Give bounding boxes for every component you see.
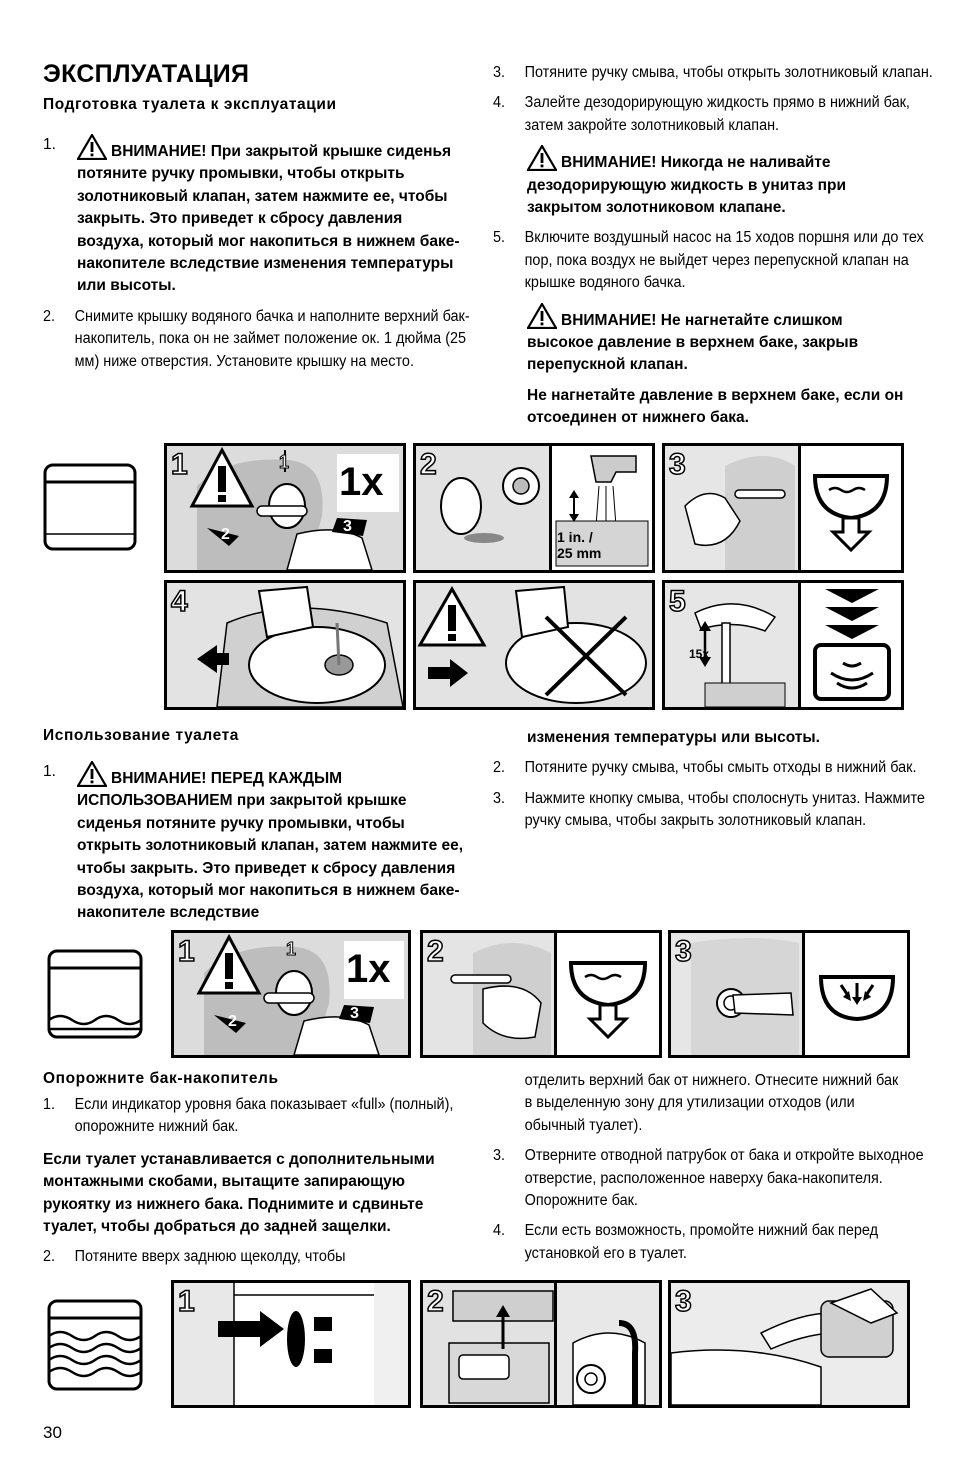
item-text: Если индикатор уровня бака показывает «full» (полный), опорожните нижний бак. bbox=[74, 1096, 454, 1136]
figure3-panel3 bbox=[668, 1280, 910, 1408]
arrow-label: 2 bbox=[221, 526, 230, 543]
panel-number: 2 bbox=[427, 935, 444, 968]
item-number: 2. bbox=[493, 759, 506, 777]
item-number: 4. bbox=[493, 1222, 506, 1240]
panel-number: 1 bbox=[178, 935, 195, 968]
section1-heading: Подготовка туалета к эксплуатации bbox=[43, 96, 337, 113]
item-number: 1. bbox=[43, 136, 56, 153]
panel-number: 3 bbox=[675, 935, 692, 968]
section2-right-column bbox=[493, 727, 933, 833]
section3-item2 bbox=[43, 1246, 475, 1268]
figure1-panel1 bbox=[164, 443, 406, 573]
section2-item2 bbox=[493, 757, 934, 779]
repeat-badge: 1x bbox=[346, 947, 391, 991]
arrow-label: 3 bbox=[343, 518, 352, 535]
section3-item1 bbox=[43, 1094, 475, 1139]
page-title: ЭКСПЛУАТАЦИЯ bbox=[43, 60, 250, 88]
item-number: 3. bbox=[493, 1147, 506, 1165]
section1-item5 bbox=[493, 227, 934, 294]
item-text: Если есть возможность, промойте нижний бак перед установкой его в туалет. bbox=[524, 1222, 878, 1262]
warning-b bbox=[493, 303, 897, 377]
section1-item3 bbox=[493, 62, 934, 84]
section3-item2-continued: отделить верхний бак от нижнего. Отнесите нижний бак в выделенную зону для утилизации отходов (или обычный туалет). bbox=[524, 1072, 899, 1134]
section3-bold-note: Если туалет устанавливается с дополнительными монтажными скобами, вытащите запирающую рукоятку из нижнего бака. Поднимите и сдвиньте туалет, чтобы добраться до задней защелки. bbox=[43, 1150, 435, 1236]
figure1-panel5-prohibited bbox=[413, 580, 655, 710]
panel-number: 5 bbox=[669, 585, 686, 618]
item-number: 2. bbox=[43, 307, 56, 325]
warning-text: ВНИМАНИЕ! Никогда не наливайте дезодорирующую жидкость в унитаз при закрытом золотниковом клапане. bbox=[527, 154, 847, 217]
item-text: Потяните ручку смыва, чтобы открыть золотниковый клапан. bbox=[524, 64, 933, 81]
arrow-label: 3 bbox=[350, 1005, 359, 1022]
panel-number: 4 bbox=[171, 585, 188, 618]
figure1-panel2 bbox=[413, 443, 655, 573]
warning-icon bbox=[527, 303, 557, 329]
section1-item4 bbox=[493, 92, 934, 137]
section1-left-column bbox=[43, 96, 473, 373]
warning-a bbox=[493, 145, 887, 219]
item-number: 3. bbox=[493, 64, 506, 81]
section3-item3 bbox=[493, 1145, 934, 1212]
section2-item1 bbox=[43, 761, 469, 925]
tank-level-empty-icon bbox=[43, 462, 137, 552]
item-number: 4. bbox=[493, 94, 506, 112]
section3-heading: Опорожните бак-накопитель bbox=[43, 1070, 279, 1087]
measure-label-line: 25 mm bbox=[557, 545, 602, 561]
panel-number: 2 bbox=[420, 448, 437, 481]
item-text: Залейте дезодорирующую жидкость прямо в нижний бак, затем закройте золотниковый клапан. bbox=[524, 94, 910, 134]
repeat-badge: 1x bbox=[339, 460, 384, 504]
warning-icon bbox=[77, 134, 107, 160]
item-number: 2. bbox=[43, 1248, 56, 1266]
section1-item1 bbox=[43, 134, 467, 298]
item-number: 3. bbox=[493, 789, 506, 807]
panel-number: 3 bbox=[669, 448, 686, 481]
page-number: 30 bbox=[43, 1423, 62, 1442]
item-text: Потяните вверх заднюю щеколду, чтобы bbox=[74, 1248, 346, 1266]
warning-text: ВНИМАНИЕ! Не нагнетайте слишком высокое давление в верхнем баке, закрыв перепускной клапан. bbox=[527, 311, 859, 374]
section2-left-column bbox=[43, 727, 473, 925]
section1-item2 bbox=[43, 306, 475, 373]
figure3-panel1 bbox=[171, 1280, 411, 1408]
section3-right-column bbox=[493, 1070, 933, 1265]
section1-right-column bbox=[493, 62, 933, 430]
item-number: 1. bbox=[43, 763, 56, 780]
arrow-label: 1 bbox=[279, 452, 290, 472]
figure3-panel2 bbox=[420, 1280, 662, 1408]
item-number: 1. bbox=[43, 1096, 56, 1113]
section3-item4 bbox=[493, 1220, 934, 1265]
panel-number: 2 bbox=[427, 1285, 444, 1318]
figure2-panel3 bbox=[668, 930, 910, 1058]
item-text: Включите воздушный насос на 15 ходов поршня или до тех пор, пока воздух не выйдет через перепускной клапан на крышке водяного бачка. bbox=[524, 229, 924, 292]
item-number: 5. bbox=[493, 229, 506, 247]
section3-left-column bbox=[43, 1070, 483, 1269]
warning-icon bbox=[527, 145, 557, 171]
panel-number: 3 bbox=[675, 1285, 692, 1318]
figure2-panel1 bbox=[171, 930, 411, 1058]
section2-heading: Использование туалета bbox=[43, 727, 240, 744]
figure2-panel2 bbox=[420, 930, 662, 1058]
item-text: Нажмите кнопку смыва, чтобы сполоснуть унитаз. Нажмите ручку смыва, чтобы закрыть золотниковый клапан. bbox=[524, 789, 925, 830]
figure1-panel4 bbox=[164, 580, 406, 710]
figure1-panel3 bbox=[662, 443, 904, 573]
section1-note: Не нагнетайте давление в верхнем баке, если он отсоединен от нижнего бака. bbox=[527, 386, 904, 427]
warning-text: ВНИМАНИЕ! При закрытой крышке сиденья потяните ручку промывки, чтобы открыть золотниковый клапан, затем нажмите ее, чтобы закрыть. Это приведет к сбросу давления воздуха, который мог накопиться в нижнем баке-накопителе вследствие изменения температуры или высоты. bbox=[77, 143, 460, 295]
panel-number: 1 bbox=[178, 1285, 195, 1318]
section2-item1-continued: изменения температуры или высоты. bbox=[527, 729, 820, 746]
measure-label bbox=[557, 529, 601, 561]
tank-level-low-icon bbox=[47, 948, 145, 1040]
item-text: Отверните отводной патрубок от бака и откройте выходное отверстие, расположенное наверху бака-накопителя. Опорожните бак. bbox=[524, 1147, 924, 1210]
arrow-label: 2 bbox=[228, 1013, 237, 1030]
item-text: Потяните ручку смыва, чтобы смыть отходы в нижний бак. bbox=[524, 759, 917, 777]
panel-number: 1 bbox=[171, 448, 188, 481]
measure-label-line: 1 in. / bbox=[557, 529, 593, 545]
section2-item3 bbox=[493, 788, 934, 833]
arrow-label: 1 bbox=[286, 939, 297, 959]
tank-level-full-icon bbox=[47, 1298, 145, 1392]
figure1-panel6 bbox=[662, 580, 904, 710]
warning-text: ВНИМАНИЕ! ПЕРЕД КАЖДЫМ ИСПОЛЬЗОВАНИЕМ при закрытой крышке сиденья потяните ручку промывки, чтобы открыть золотниковый клапан, затем нажмите ее, чтобы закрыть. Это приведет к сбросу давления воздуха, который мог накопиться в нижнем баке-накопителе вследствие bbox=[77, 770, 464, 922]
stroke-count: 15x bbox=[689, 647, 710, 661]
warning-icon bbox=[77, 761, 107, 787]
item-text: Снимите крышку водяного бачка и наполните верхний бак-накопитель, пока он не займет положение ок. 1 дюйма (25 мм) ниже отверстия. Установите крышку на место. bbox=[74, 307, 470, 370]
